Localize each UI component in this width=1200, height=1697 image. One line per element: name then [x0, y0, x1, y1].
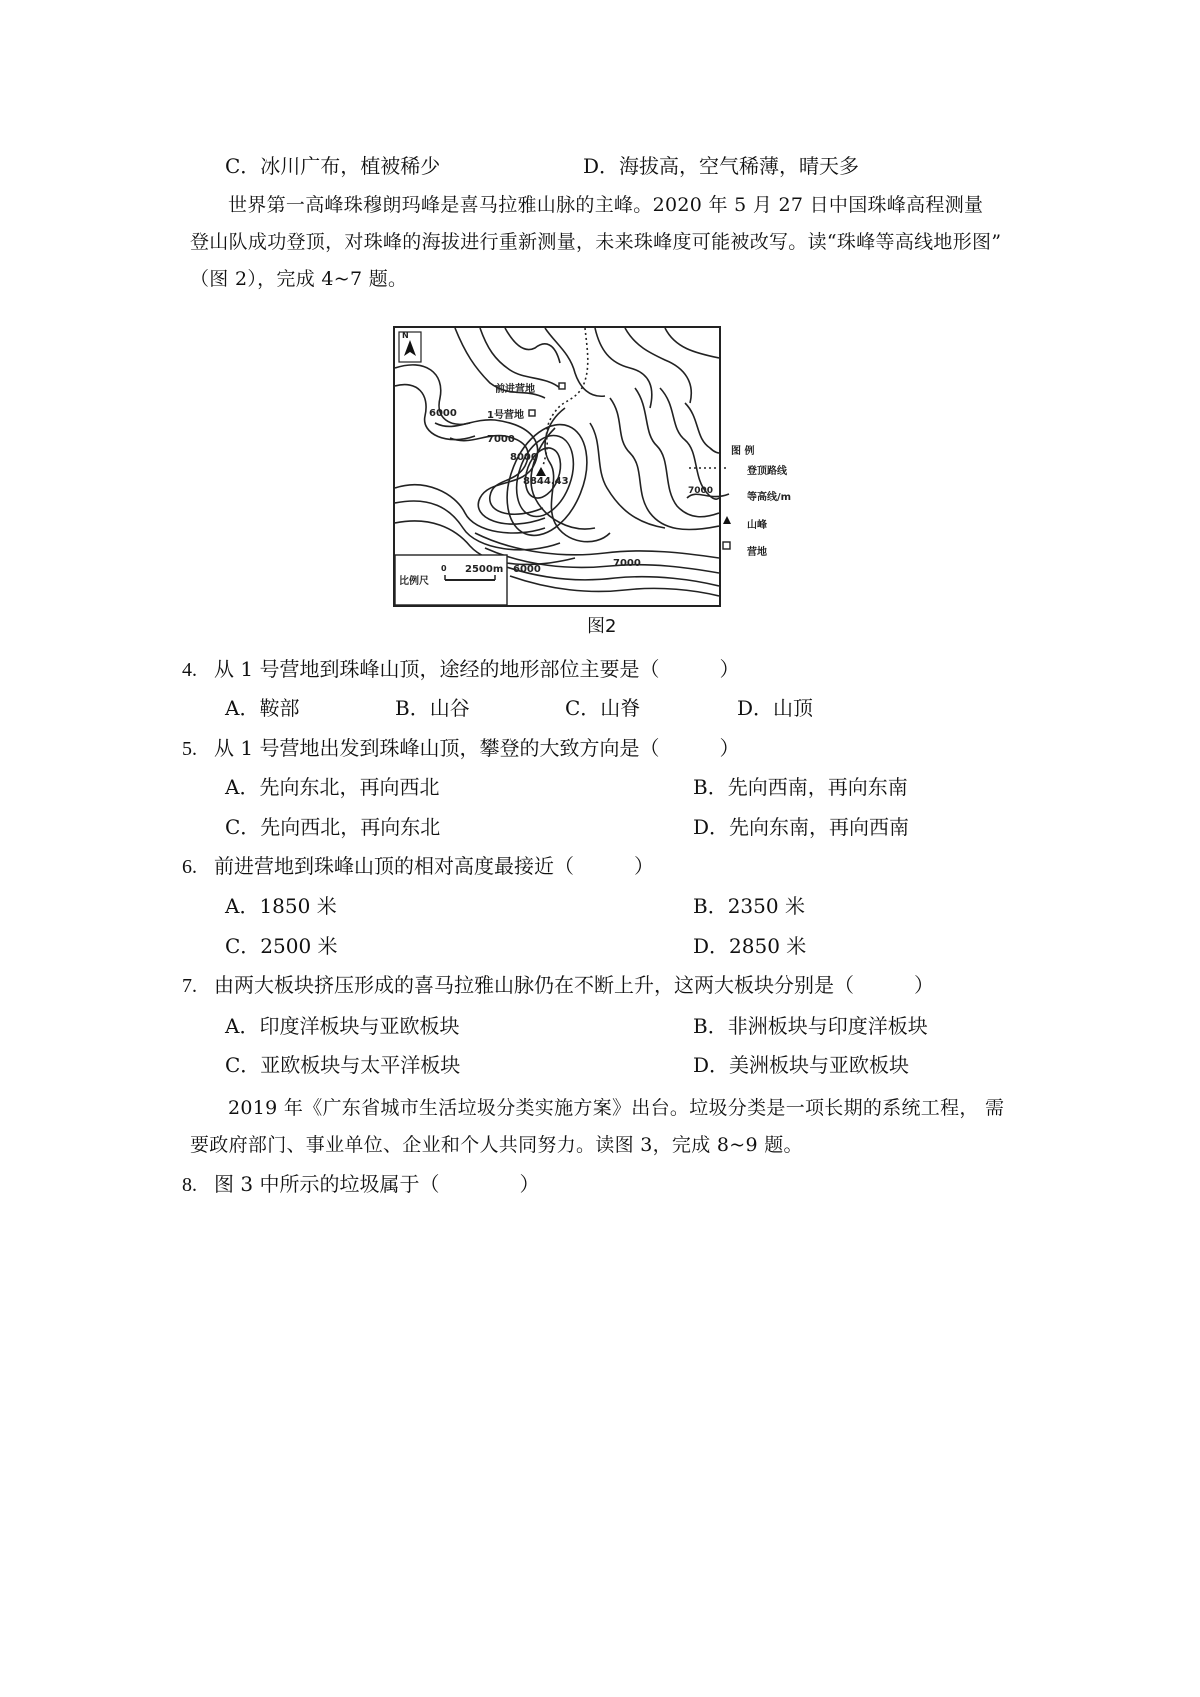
legend-camp: 营地 [747, 547, 767, 558]
question-8-number: 8. [182, 1174, 197, 1196]
question-6-number: 6. [182, 856, 197, 878]
peak-marker [536, 467, 546, 476]
option-7d: D．美洲板块与亚欧板块 [693, 1053, 910, 1077]
option-4b: B．山谷 [395, 696, 470, 720]
contour-label-8000: 8000 [510, 452, 538, 463]
intro-paragraph-1 [190, 187, 1040, 298]
intro2-line1: 2019 年《广东省城市生活垃圾分类实施方案》出台。垃圾分类是一项长期的系统工程， 需 [228, 1097, 1005, 1119]
map-frame [393, 326, 721, 607]
option-6d: D．2850 米 [693, 934, 807, 958]
scale-value: 2500m [465, 564, 504, 575]
question-5 [182, 734, 739, 763]
figure-2-caption: 图2 [587, 616, 617, 637]
legend-peak-symbol [723, 516, 731, 524]
question-7-number: 7. [182, 975, 197, 997]
contour-label-7000-bottom: 7000 [613, 558, 641, 569]
option-6b: B．2350 米 [693, 894, 805, 918]
question-4-number: 4. [182, 659, 197, 681]
figure-2-contour-map [385, 318, 855, 636]
legend-camp-symbol [723, 542, 730, 549]
contour-label-6000: 6000 [429, 408, 457, 419]
option-4c: C．山脊 [565, 696, 641, 720]
north-label: N [402, 331, 409, 340]
intro2-line2: 要政府部门、事业单位、企业和个人共同努力。读图 3，完成 8~9 题。 [190, 1134, 803, 1156]
question-5-stem: 从 1 号营地出发到珠峰山顶，攀登的大致方向是（ ） [214, 736, 740, 760]
contour-line [450, 436, 543, 515]
option-4a: A．鞍部 [225, 696, 300, 720]
intro1-line2: 登山队成功登顶，对珠峰的海拔进行重新测量，未来珠峰度可能被改写。读“珠峰等高线地形图” [190, 231, 1002, 253]
contour-line [545, 328, 605, 396]
summit-route [543, 328, 588, 466]
legend-contour-value: 7000 [688, 486, 714, 496]
option-7c: C．亚欧板块与太平洋板块 [225, 1053, 461, 1077]
advance-camp-label: 前进营地 [495, 384, 535, 395]
contour-line [480, 328, 560, 388]
contour-label-7000: 7000 [487, 434, 515, 445]
legend-contour: 等高线/m [747, 492, 792, 503]
scale-label: 比例尺 [399, 576, 429, 587]
camp-marker-1 [529, 410, 535, 416]
option-5d: D．先向东南，再向西南 [693, 815, 910, 839]
contour-label-6000-bottom: 6000 [513, 564, 541, 575]
question-4 [182, 655, 739, 684]
question-7 [182, 971, 934, 1000]
question-8-stem: 图 3 中所示的垃圾属于（ ） [214, 1172, 540, 1196]
contour-line [510, 576, 719, 596]
camp1-label: 1号营地 [487, 410, 524, 421]
contour-line [625, 328, 691, 403]
question-6 [182, 852, 654, 881]
option-5a: A．先向东北，再向西北 [225, 775, 440, 799]
question-7-stem: 由两大板块挤压形成的喜马拉雅山脉仍在不断上升，这两大板块分别是（ ） [214, 973, 934, 997]
peak-height-label: 8844.43 [523, 476, 569, 487]
option-7b: B．非洲板块与印度洋板块 [693, 1014, 928, 1038]
option-4d: D．山顶 [737, 696, 814, 720]
intro1-line1: 世界第一高峰珠穆朗玛峰是喜马拉雅山脉的主峰。2020 年 5 月 27 日中国珠峰高程测量 [228, 194, 984, 216]
question-4-stem: 从 1 号营地到珠峰山顶，途经的地形部位主要是（ ） [214, 657, 740, 681]
option-5c: C．先向西北，再向东北 [225, 815, 441, 839]
option-5b: B．先向西南，再向东南 [693, 775, 908, 799]
legend-title: 图 例 [731, 446, 755, 457]
question-8 [182, 1170, 539, 1199]
contour-line [590, 423, 665, 528]
scale-zero: 0 [441, 564, 447, 573]
option-3c: C．冰川广布，植被稀少 [225, 154, 441, 178]
option-7a: A．印度洋板块与亚欧板块 [225, 1014, 460, 1038]
option-3d: D．海拔高，空气稀薄，晴天多 [583, 154, 860, 178]
legend-symbols [685, 458, 745, 558]
question-6-stem: 前进营地到珠峰山顶的相对高度最接近（ ） [214, 854, 654, 878]
contour-line [475, 533, 719, 558]
option-6a: A．1850 米 [225, 894, 337, 918]
contour-line [505, 328, 560, 363]
option-6c: C．2500 米 [225, 934, 338, 958]
intro-paragraph-2 [190, 1090, 1040, 1164]
camp-marker-advance [559, 383, 565, 389]
legend-peak: 山峰 [747, 520, 767, 531]
legend-route: 登顶路线 [747, 466, 787, 477]
contour-line [665, 328, 719, 358]
question-5-number: 5. [182, 738, 197, 760]
intro1-line3: （图 2），完成 4~7 题。 [190, 268, 408, 290]
